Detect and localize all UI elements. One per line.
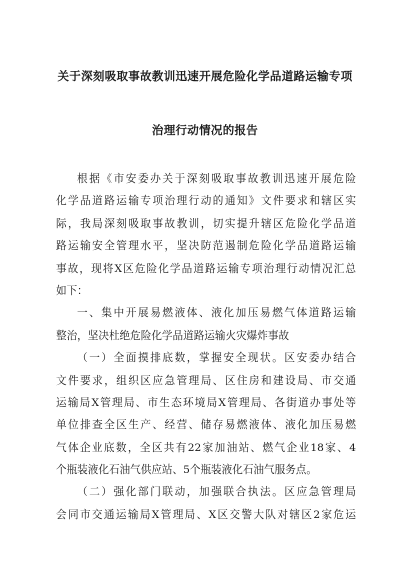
document-title-line-2: 治理行动情况的报告	[151, 123, 259, 137]
text-line: 化学品道路运输专项治理行动的通知》文件要求和辖区实	[56, 195, 356, 208]
text-line: 如下：	[56, 284, 88, 297]
text-line: 际，我局深刻吸取事故教训，切实提升辖区危险化学品道	[56, 217, 356, 230]
text-line: （一）全面摸排底数，掌握安全现状。区安委办结合	[77, 352, 356, 365]
text-line: （二）强化部门联动，加强联合执法。区应急管理局	[77, 486, 356, 499]
section-heading-1	[56, 302, 356, 347]
paragraph-item-1	[56, 347, 356, 481]
text-line: 文件要求，组织区应急管理局、区住房和建设局、市交通	[56, 374, 356, 387]
text-line: 单位排查全区生产、经营、储存易燃液体、液化加压易燃	[56, 419, 356, 432]
paragraph-item-2	[56, 481, 356, 526]
text-line: 气体企业底数，全区共有22家加油站、燃气企业18家、4	[56, 441, 356, 454]
text-line: 一、集中开展易燃液体、液化加压易燃气体道路运输	[77, 307, 356, 320]
text-line: 整治，坚决杜绝危险化学品道路运输火灾爆炸事故	[56, 329, 290, 342]
text-line: 路运输安全管理水平，坚决防范遏制危险化学品道路运输	[56, 240, 356, 253]
document-title-line-1: 关于深刻吸取事故教训迅速开展危险化学品道路运输专项	[57, 69, 353, 83]
text-line: 会同市交通运输局X管理局、X区交警大队对辖区2家危运	[56, 508, 356, 521]
paragraph-intro	[56, 168, 356, 302]
text-line: 运输局X管理局、市生态环境局X管理局、各街道办事处等	[56, 396, 356, 409]
document-body	[56, 168, 356, 526]
text-line: 根据《市安委办关于深刻吸取事故教训迅速开展危险	[77, 173, 356, 185]
text-line: 事故，现将X区危险化学品道路运输专项治理行动情况汇总	[56, 262, 356, 275]
text-line: 个瓶装液化石油气供应站、5个瓶装液化石油气服务点。	[56, 464, 317, 477]
